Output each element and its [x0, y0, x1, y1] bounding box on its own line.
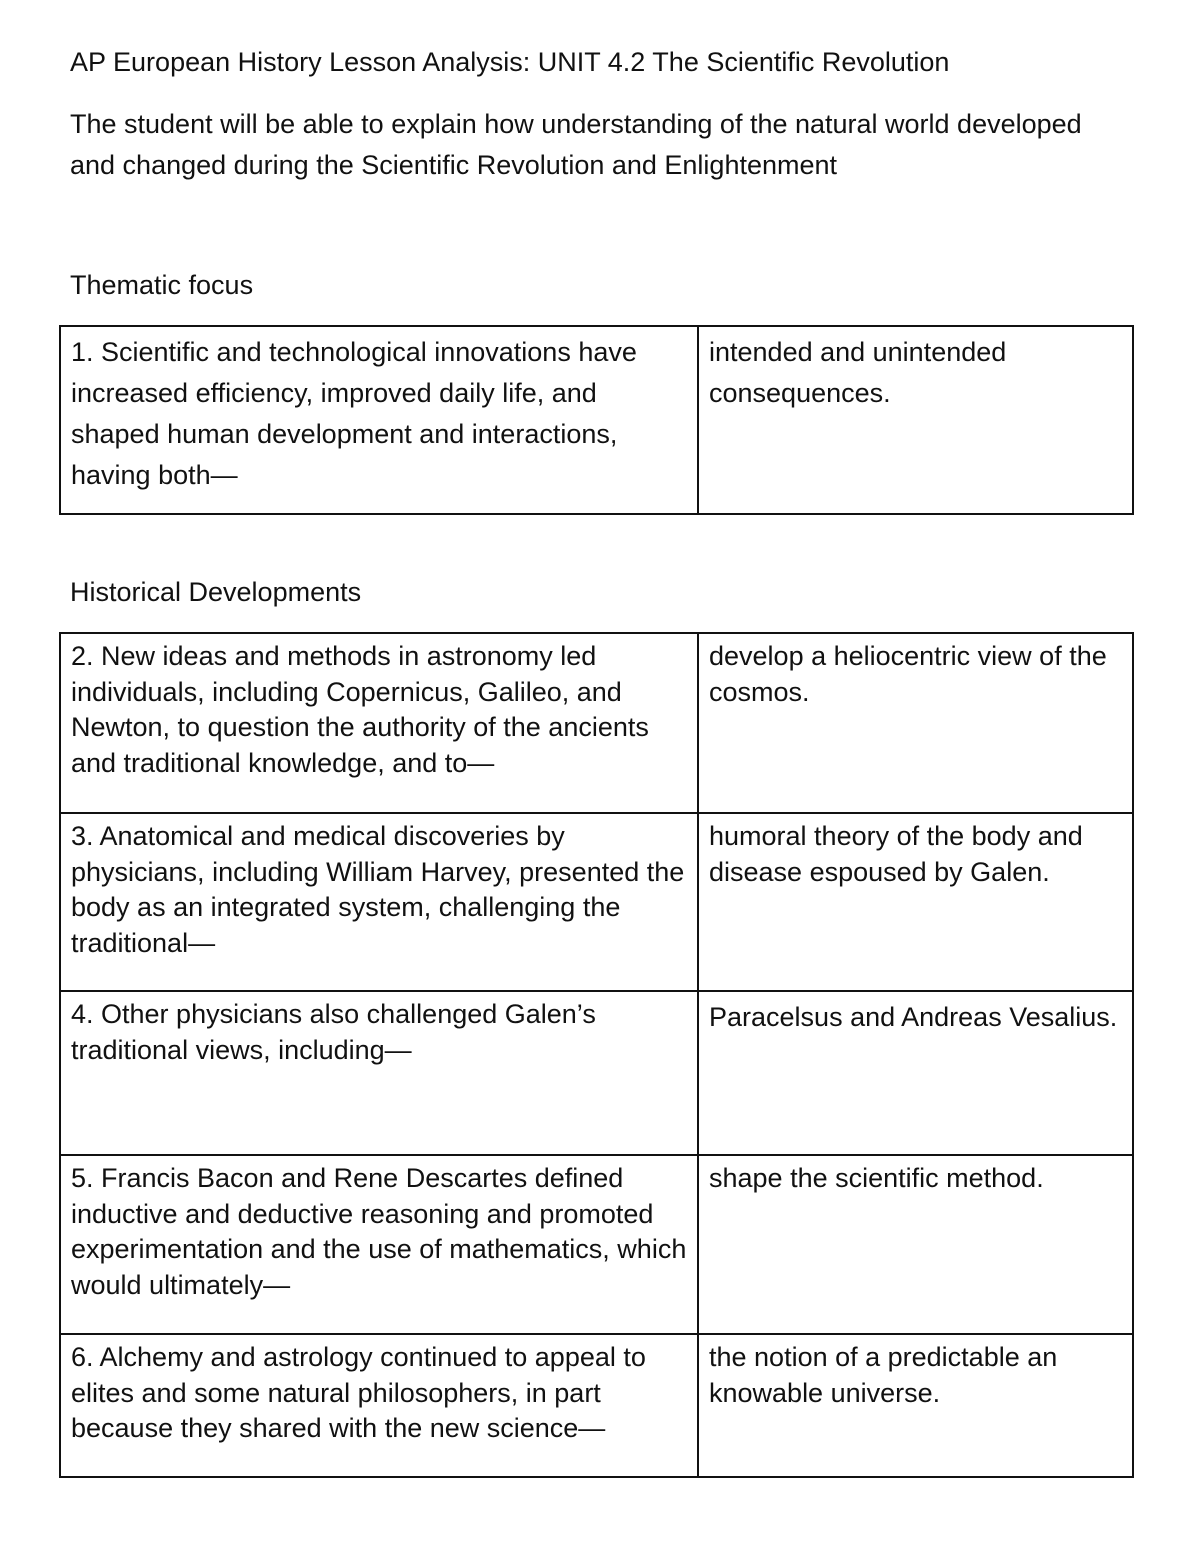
document-title: AP European History Lesson Analysis: UNIT 4.2 The Scientific Revolution [70, 47, 950, 77]
development-completion-cell: Paracelsus and Andreas Vesalius. [698, 991, 1133, 1155]
historical-developments-table [59, 632, 1134, 1478]
thematic-focus-heading: Thematic focus [70, 270, 254, 300]
table-row [60, 633, 1133, 813]
development-statement-cell: 5. Francis Bacon and Rene Descartes defined inductive and deductive reasoning and promoted experimentation and the use of mathematics, which would ultimately— [60, 1155, 698, 1334]
thematic-statement-cell: 1. Scientific and technological innovations have increased efficiency, improved daily life, and shaped human development and interactions, having both— [60, 326, 698, 514]
table-row [60, 813, 1133, 991]
development-completion-cell: the notion of a predictable an knowable universe. [698, 1334, 1133, 1477]
development-statement-cell: 6. Alchemy and astrology continued to appeal to elites and some natural philosophers, in part because they shared with the new science— [60, 1334, 698, 1477]
development-statement-cell: 2. New ideas and methods in astronomy led individuals, including Copernicus, Galileo, and Newton, to question the authority of the ancients and traditional knowledge, and to— [60, 633, 698, 813]
development-completion-cell: develop a heliocentric view of the cosmos. [698, 633, 1133, 813]
thematic-completion-cell: intended and unintended consequences. [698, 326, 1133, 514]
table-row [60, 1155, 1133, 1334]
thematic-focus-table [59, 325, 1134, 515]
table-row [60, 1334, 1133, 1477]
development-completion-cell: shape the scientific method. [698, 1155, 1133, 1334]
development-completion-cell: humoral theory of the body and disease espoused by Galen. [698, 813, 1133, 991]
table-row [60, 326, 1133, 514]
table-row [60, 991, 1133, 1155]
historical-developments-heading: Historical Developments [70, 577, 362, 607]
learning-objective: The student will be able to explain how understanding of the natural world developed and changed during the Scientific Revolution and Enlightenment [70, 109, 1082, 180]
development-statement-cell: 4. Other physicians also challenged Galen’s traditional views, including— [60, 991, 698, 1155]
development-statement-cell: 3. Anatomical and medical discoveries by physicians, including William Harvey, presented the body as an integrated system, challenging the traditional— [60, 813, 698, 991]
